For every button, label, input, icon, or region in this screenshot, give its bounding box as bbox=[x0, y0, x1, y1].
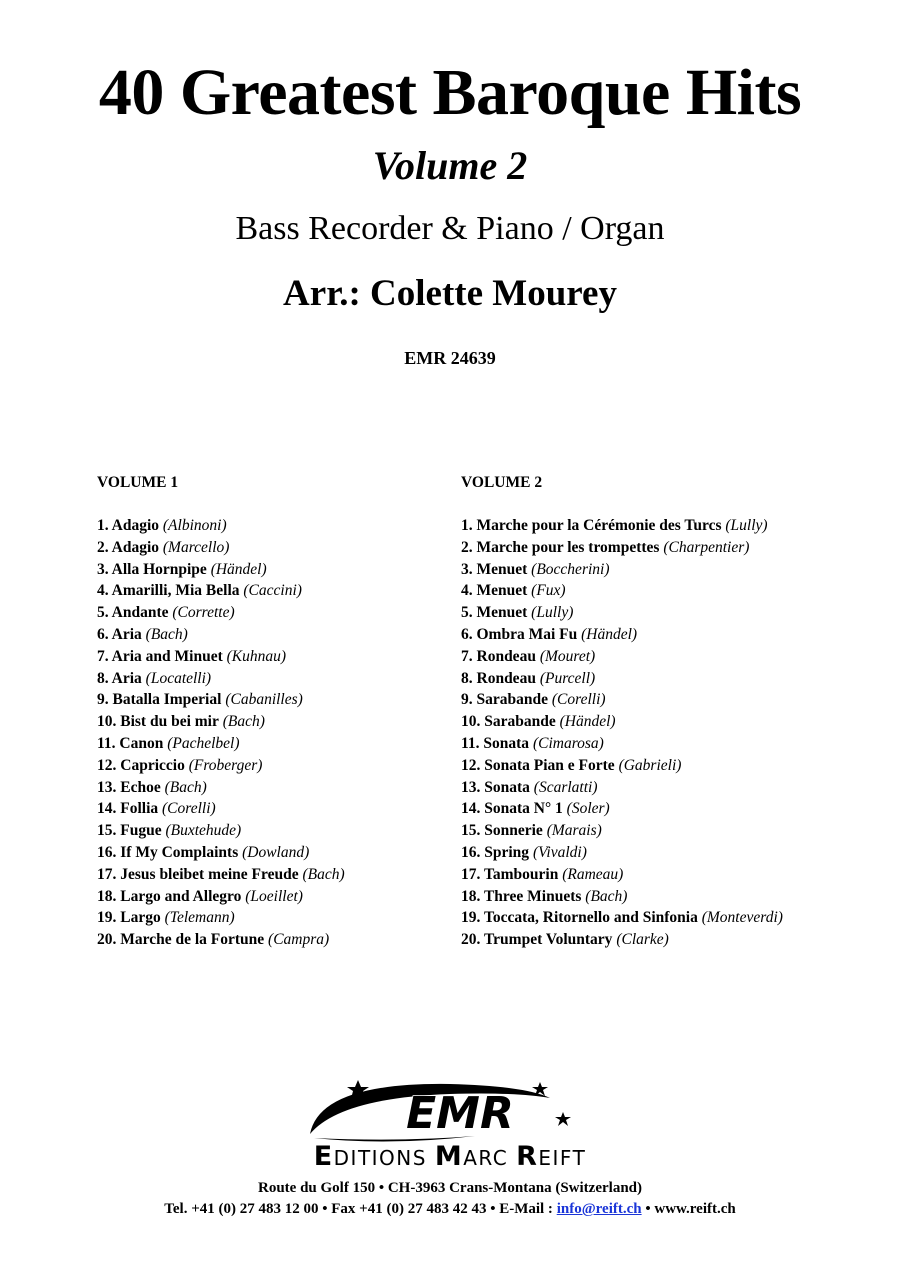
piece-title: 5. Menuet bbox=[461, 604, 528, 622]
list-item bbox=[97, 777, 345, 799]
list-item bbox=[461, 864, 783, 886]
composer: (Gabrieli) bbox=[618, 756, 682, 774]
instrumentation: Bass Recorder & Piano / Organ bbox=[235, 210, 665, 247]
piece-title: 16. If My Complaints bbox=[97, 843, 239, 861]
composer: (Corelli) bbox=[551, 691, 606, 709]
piece-title: 19. Largo bbox=[97, 909, 161, 927]
piece-title: 9. Batalla Imperial bbox=[97, 691, 222, 709]
list-item bbox=[461, 820, 783, 842]
publisher-contact: Tel. +41 (0) 27 483 12 00 • Fax +41 (0) 27 483 42 43 • E-Mail : info@reift.ch • www.reift.ch bbox=[164, 1201, 736, 1217]
list-item bbox=[97, 689, 345, 711]
piece-title: 3. Alla Hornpipe bbox=[97, 560, 207, 578]
piece-title: 17. Tambourin bbox=[461, 865, 559, 883]
composer: (Corrette) bbox=[172, 604, 235, 622]
composer: (Vivaldi) bbox=[532, 843, 587, 861]
composer: (Bach) bbox=[164, 778, 207, 796]
piece-title: 14. Sonata N° 1 bbox=[461, 800, 563, 818]
composer: (Scarlatti) bbox=[533, 778, 598, 796]
composer: (Monteverdi) bbox=[701, 909, 783, 927]
list-item bbox=[461, 798, 783, 820]
list-item bbox=[97, 798, 345, 820]
list-item bbox=[461, 886, 783, 908]
composer: (Loeillet) bbox=[245, 887, 303, 905]
list-item bbox=[461, 624, 783, 646]
piece-title: 7. Aria and Minuet bbox=[97, 647, 223, 665]
composer: (Lully) bbox=[531, 604, 574, 622]
piece-title: 2. Marche pour les trompettes bbox=[461, 538, 660, 556]
page-title: 40 Greatest Baroque Hits bbox=[98, 56, 802, 129]
piece-title: 10. Bist du bei mir bbox=[97, 713, 219, 731]
list-item bbox=[461, 842, 783, 864]
piece-title: 17. Jesus bleibet meine Freude bbox=[97, 865, 299, 883]
piece-title: 11. Sonata bbox=[461, 734, 530, 752]
piece-title: 15. Fugue bbox=[97, 822, 162, 840]
composer: (Cabanilles) bbox=[225, 691, 303, 709]
piece-title: 18. Largo and Allegro bbox=[97, 887, 242, 905]
composer: (Caccini) bbox=[243, 582, 302, 600]
piece-title: 16. Spring bbox=[461, 843, 530, 861]
publisher-name: EDITIONS MARC REIFT bbox=[313, 1141, 587, 1172]
composer: (Cimarosa) bbox=[532, 734, 604, 752]
catalog-number: EMR 24639 bbox=[404, 348, 496, 368]
logo-text: EMR bbox=[406, 1088, 514, 1139]
list-item bbox=[97, 929, 345, 951]
piece-title: 7. Rondeau bbox=[461, 647, 536, 665]
volume-1-heading: VOLUME 1 bbox=[97, 474, 179, 491]
piece-title: 8. Aria bbox=[97, 669, 142, 687]
list-item bbox=[97, 646, 345, 668]
emr-logo bbox=[300, 1072, 600, 1152]
composer: (Albinoni) bbox=[162, 517, 227, 534]
list-item bbox=[97, 668, 345, 690]
composer: (Bach) bbox=[585, 887, 628, 905]
piece-title: 6. Ombra Mai Fu bbox=[461, 625, 578, 643]
volume-subtitle: Volume 2 bbox=[372, 143, 528, 188]
piece-title: 4. Amarilli, Mia Bella bbox=[97, 582, 240, 600]
piece-title: 19. Toccata, Ritornello and Sinfonia bbox=[461, 909, 698, 927]
composer: (Buxtehude) bbox=[165, 822, 242, 840]
composer: (Soler) bbox=[566, 800, 610, 818]
composer: (Händel) bbox=[559, 713, 616, 731]
list-item bbox=[461, 559, 783, 581]
composer: (Marcello) bbox=[162, 538, 230, 556]
composer: (Charpentier) bbox=[663, 538, 750, 556]
composer: (Rameau) bbox=[562, 865, 624, 883]
piece-title: 11. Canon bbox=[97, 734, 164, 752]
arranger: Arr.: Colette Mourey bbox=[283, 273, 617, 314]
list-item bbox=[97, 602, 345, 624]
composer: (Dowland) bbox=[242, 843, 310, 861]
composer: (Pachelbel) bbox=[167, 734, 240, 752]
list-item bbox=[461, 515, 783, 537]
piece-title: 9. Sarabande bbox=[461, 691, 548, 709]
volume-2-heading: VOLUME 2 bbox=[461, 474, 543, 491]
list-item bbox=[97, 515, 345, 537]
piece-title: 2. Adagio bbox=[97, 538, 160, 556]
composer: (Kuhnau) bbox=[226, 647, 287, 665]
list-item bbox=[97, 580, 345, 602]
list-item bbox=[97, 624, 345, 646]
piece-title: 12. Sonata Pian e Forte bbox=[461, 756, 615, 774]
list-item bbox=[97, 537, 345, 559]
piece-title: 6. Aria bbox=[97, 625, 142, 643]
list-item bbox=[97, 755, 345, 777]
list-item bbox=[461, 602, 783, 624]
composer: (Campra) bbox=[268, 931, 330, 949]
piece-title: 5. Andante bbox=[97, 604, 169, 622]
composer: (Clarke) bbox=[616, 931, 669, 949]
piece-title: 4. Menuet bbox=[461, 582, 528, 600]
list-item bbox=[461, 537, 783, 559]
piece-title: 1. Marche pour la Cérémonie des Turcs bbox=[461, 517, 722, 534]
list-item bbox=[461, 580, 783, 602]
composer: (Corelli) bbox=[162, 800, 216, 818]
piece-title: 8. Rondeau bbox=[461, 669, 536, 687]
email-link[interactable]: info@reift.ch bbox=[556, 1201, 642, 1217]
list-item bbox=[97, 864, 345, 886]
piece-title: 1. Adagio bbox=[97, 517, 160, 534]
composer: (Boccherini) bbox=[531, 560, 610, 578]
volume-2-column bbox=[461, 473, 783, 951]
list-item bbox=[97, 842, 345, 864]
list-item bbox=[461, 929, 783, 951]
list-item bbox=[461, 646, 783, 668]
list-item bbox=[97, 733, 345, 755]
piece-title: 3. Menuet bbox=[461, 560, 528, 578]
composer: (Händel) bbox=[581, 625, 638, 643]
list-item bbox=[461, 777, 783, 799]
list-item bbox=[461, 733, 783, 755]
list-item bbox=[97, 559, 345, 581]
volume-1-list bbox=[97, 515, 345, 951]
piece-title: 13. Echoe bbox=[97, 778, 161, 796]
piece-title: 10. Sarabande bbox=[461, 713, 556, 731]
composer: (Fux) bbox=[531, 582, 566, 600]
piece-title: 20. Trumpet Voluntary bbox=[461, 931, 613, 949]
composer: (Locatelli) bbox=[145, 669, 212, 687]
volume-1-column bbox=[97, 473, 345, 951]
list-item bbox=[461, 755, 783, 777]
piece-title: 14. Follia bbox=[97, 800, 159, 818]
list-item bbox=[461, 668, 783, 690]
composer: (Bach) bbox=[302, 865, 345, 883]
publisher-address: Route du Golf 150 • CH-3963 Crans-Montana (Switzerland) bbox=[258, 1180, 642, 1196]
composer: (Mouret) bbox=[539, 647, 596, 665]
list-item bbox=[461, 689, 783, 711]
piece-title: 18. Three Minuets bbox=[461, 887, 582, 905]
composer: (Froberger) bbox=[188, 756, 263, 774]
composer: (Telemann) bbox=[164, 909, 235, 927]
list-item bbox=[97, 886, 345, 908]
composer: (Marais) bbox=[546, 822, 602, 840]
volume-2-list bbox=[461, 515, 783, 951]
piece-title: 13. Sonata bbox=[461, 778, 530, 796]
composer: (Bach) bbox=[145, 625, 188, 643]
list-item bbox=[97, 907, 345, 929]
list-item bbox=[97, 820, 345, 842]
piece-title: 15. Sonnerie bbox=[461, 822, 543, 840]
composer: (Purcell) bbox=[539, 669, 596, 687]
list-item bbox=[461, 711, 783, 733]
composer: (Bach) bbox=[222, 713, 265, 731]
list-item bbox=[461, 907, 783, 929]
star-icon bbox=[555, 1112, 571, 1126]
piece-title: 12. Capriccio bbox=[97, 756, 185, 774]
composer: (Lully) bbox=[725, 517, 768, 534]
list-item bbox=[97, 711, 345, 733]
piece-title: 20. Marche de la Fortune bbox=[97, 931, 265, 949]
composer: (Händel) bbox=[210, 560, 267, 578]
